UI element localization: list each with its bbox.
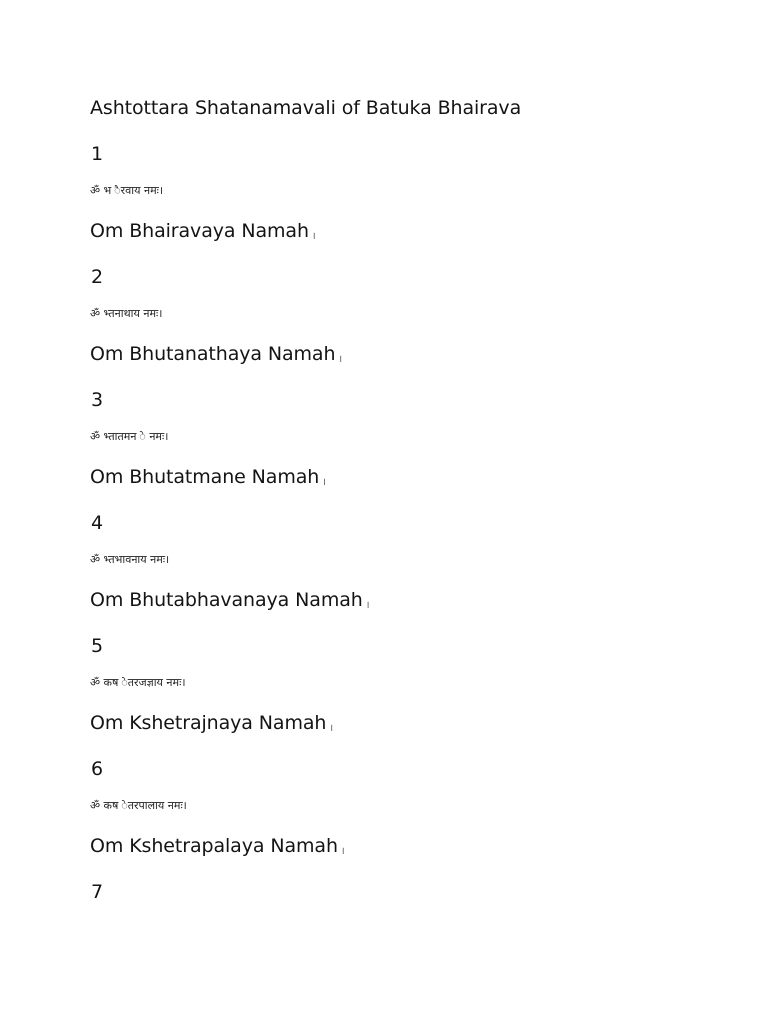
transliteration-text: Om Bhutabhavanaya Namah: [90, 589, 363, 611]
list-item: [90, 509, 710, 632]
transliteration-line: [90, 341, 342, 373]
list-item: [90, 386, 710, 509]
sanskrit-line: ॐ भ्तभावनाय नमः।: [90, 553, 170, 566]
danda-mark: ।: [329, 723, 334, 734]
entry-number: 6: [91, 758, 104, 780]
transliteration-line: [90, 464, 326, 496]
transliteration-line: [90, 833, 345, 865]
sanskrit-line: ॐ कष ेतरपालाय नमः।: [90, 799, 187, 812]
entry-number: 1: [91, 143, 104, 165]
transliteration-text: Om Kshetrapalaya Namah: [90, 835, 338, 857]
danda-mark: ।: [340, 846, 345, 857]
transliteration-line: [90, 218, 316, 250]
entry-number: 4: [91, 512, 104, 534]
list-item: [90, 755, 710, 878]
danda-mark: ।: [338, 354, 343, 365]
list-item: [90, 140, 710, 263]
name-list: [90, 140, 710, 1001]
list-item: [90, 878, 710, 1001]
document-title: Ashtottara Shatanamavali of Batuka Bhairava: [90, 97, 522, 119]
transliteration-text: Om Bhutatmane Namah: [90, 466, 320, 488]
danda-mark: ।: [322, 477, 326, 488]
list-item: [90, 263, 710, 386]
sanskrit-line: ॐ भ्तनाथाय नमः।: [90, 307, 163, 320]
entry-number: 2: [91, 266, 104, 288]
transliteration-line: [90, 710, 333, 742]
entry-number: 5: [91, 635, 104, 657]
entry-number: 7: [91, 881, 104, 903]
entry-number: 3: [91, 389, 104, 411]
list-item: [90, 632, 710, 755]
transliteration-text: Om Bhairavaya Namah: [90, 220, 309, 242]
sanskrit-line: ॐ कष ेतरजज्ञाय नमः।: [90, 676, 186, 689]
transliteration-text: Om Bhutanathaya Namah: [90, 343, 336, 365]
transliteration-line: [90, 956, 93, 988]
sanskrit-line: ॐ भ ैरवाय नमः।: [90, 184, 164, 197]
sanskrit-line: ॐ भ्तातमन े नमः।: [90, 430, 169, 443]
transliteration-line: [90, 587, 369, 619]
danda-mark: ।: [311, 231, 316, 242]
transliteration-text: Om Kshetrajnaya Namah: [90, 712, 327, 734]
danda-mark: ।: [365, 600, 370, 611]
